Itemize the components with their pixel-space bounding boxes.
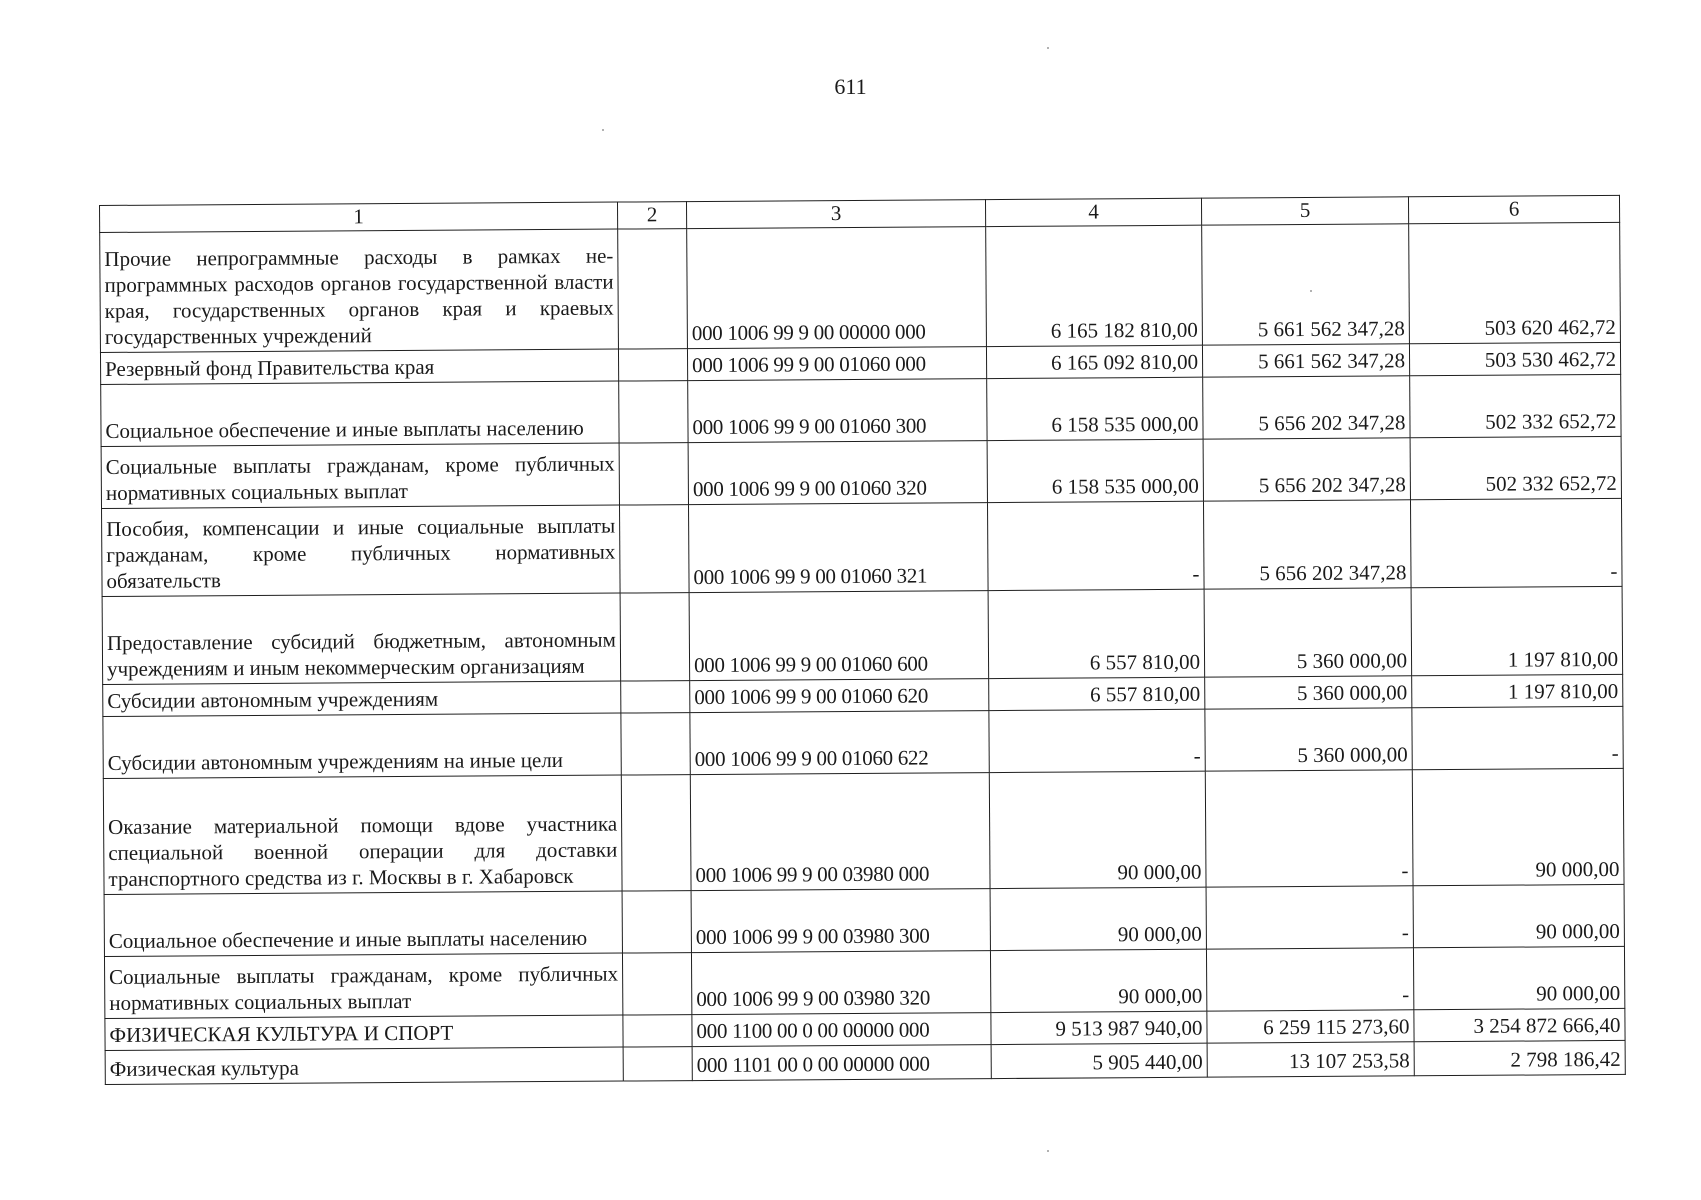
scan-speck	[602, 129, 604, 131]
budget-code: 000 1006 99 9 00 01060 000	[687, 347, 986, 381]
amount-col5: 5 656 202 347,28	[1203, 500, 1411, 589]
amount-col5: 6 259 115 273,60	[1207, 1010, 1414, 1043]
amount-col5: 5 656 202 347,28	[1203, 438, 1410, 501]
amount-col6: 1 197 810,00	[1412, 674, 1623, 707]
amount-col4: 6 557 810,00	[989, 677, 1205, 710]
amount-col4: 90 000,00	[990, 887, 1206, 950]
amount-col5: 5 360 000,00	[1205, 676, 1412, 709]
budget-code: 000 1006 99 9 00 00000 000	[687, 227, 987, 349]
expense-name: Прочие непрограммные расходы в рамках непрограммных расходов органов государственной власти края, государственных органов края и краевых государственных учреждений	[100, 229, 619, 352]
section-cell	[618, 349, 687, 381]
expense-name: Субсидии автономным учреждениям на иные цели	[103, 713, 621, 778]
amount-col5: 13 107 253,58	[1207, 1042, 1414, 1077]
budget-code: 000 1006 99 9 00 01060 600	[689, 591, 989, 681]
section-cell	[621, 775, 691, 891]
expense-name: Оказание материальной помощи вдове участника специальной военной операции для доставки транспортного средства из г. Москвы в г. Хабаровск	[103, 775, 622, 894]
budget-code: 000 1006 99 9 00 01060 321	[688, 503, 988, 593]
table-row	[101, 436, 1621, 508]
amount-col6: 3 254 872 666,40	[1414, 1008, 1625, 1041]
expense-name: Социальные выплаты гражданам, кроме публичных нормативных социальных выплат	[104, 953, 622, 1018]
amount-col6: 503 620 462,72	[1409, 222, 1621, 343]
budget-code: 000 1006 99 9 00 01060 622	[690, 711, 989, 775]
section-cell	[619, 381, 688, 443]
expense-name: Социальное обеспечение и иные выплаты населению	[104, 891, 622, 956]
expense-name: Предоставление субсидий бюджетным, автономным учреждениям и иным некоммерческим организациям	[102, 593, 621, 684]
column-header-6: 6	[1408, 195, 1619, 223]
expense-name: Пособия, компенсации и иные социальные выплаты гражданам, кроме публичных нормативных обязательств	[102, 505, 621, 596]
expense-name: Субсидии автономным учреждениям	[103, 681, 621, 716]
amount-col5: 5 360 000,00	[1204, 588, 1412, 677]
budget-code: 000 1006 99 9 00 01060 320	[688, 441, 987, 505]
amount-col4: 6 557 810,00	[988, 589, 1205, 678]
table-row	[104, 946, 1624, 1018]
expense-name: Физическая культура	[105, 1047, 623, 1084]
column-header-1: 1	[100, 202, 618, 232]
expense-name: Резервный фонд Правительства края	[100, 349, 618, 384]
column-header-2: 2	[617, 202, 686, 229]
amount-col5: 5 661 562 347,28	[1202, 344, 1409, 377]
section-cell	[622, 891, 691, 953]
budget-code: 000 1006 99 9 00 03980 320	[691, 951, 990, 1015]
budget-code: 000 1100 00 0 00 00000 000	[692, 1013, 991, 1047]
amount-col4: 5 905 440,00	[991, 1043, 1207, 1078]
amount-col6: -	[1412, 706, 1623, 769]
page-number: 611	[834, 74, 867, 99]
amount-col6: 90 000,00	[1413, 946, 1624, 1009]
expense-name: ФИЗИЧЕСКАЯ КУЛЬТУРА И СПОРТ	[105, 1015, 623, 1050]
section-cell	[622, 953, 691, 1015]
amount-col6: -	[1410, 498, 1622, 587]
column-header-4: 4	[985, 198, 1201, 226]
budget-code: 000 1006 99 9 00 01060 300	[688, 379, 987, 443]
section-cell	[620, 593, 690, 681]
table-row	[104, 884, 1624, 956]
amount-col6: 1 197 810,00	[1411, 586, 1623, 675]
section-cell	[623, 1015, 692, 1047]
amount-col5: -	[1206, 948, 1413, 1011]
section-cell	[623, 1047, 692, 1081]
amount-col6: 90 000,00	[1412, 768, 1624, 885]
amount-col4: 6 158 535 000,00	[987, 439, 1203, 502]
amount-col5: 5 656 202 347,28	[1203, 376, 1410, 439]
budget-code: 000 1006 99 9 00 03980 000	[690, 773, 990, 891]
amount-col5: 5 661 562 347,28	[1202, 224, 1410, 345]
table-row	[102, 586, 1623, 684]
amount-col6: 2 798 186,42	[1414, 1040, 1625, 1075]
column-header-3: 3	[686, 200, 985, 229]
table-row	[100, 222, 1621, 352]
budget-code: 000 1101 00 0 00 00000 000	[692, 1045, 991, 1081]
budget-table	[99, 195, 1626, 1085]
amount-col6: 502 332 652,72	[1410, 436, 1621, 499]
section-cell	[619, 443, 688, 505]
expense-name: Социальное обеспечение и иные выплаты населению	[101, 381, 619, 446]
amount-col4: 9 513 987 940,00	[991, 1011, 1207, 1044]
amount-col4: 6 158 535 000,00	[987, 377, 1203, 440]
amount-col6: 503 530 462,72	[1409, 342, 1620, 375]
scan-speck	[1047, 47, 1049, 49]
budget-code: 000 1006 99 9 00 01060 620	[690, 679, 989, 713]
amount-col5: -	[1205, 770, 1413, 887]
amount-col5: 5 360 000,00	[1205, 708, 1412, 771]
table-row	[102, 498, 1623, 596]
amount-col5: -	[1206, 886, 1413, 949]
amount-col4: -	[987, 501, 1204, 590]
section-cell	[620, 505, 690, 593]
amount-col4: 90 000,00	[990, 949, 1206, 1012]
section-cell	[621, 681, 690, 713]
scan-speck	[1047, 1150, 1049, 1152]
section-cell	[621, 713, 690, 775]
amount-col6: 90 000,00	[1413, 884, 1624, 947]
amount-col4: 6 165 092 810,00	[986, 345, 1202, 378]
table-row	[103, 768, 1624, 894]
amount-col4: 90 000,00	[989, 771, 1206, 888]
budget-code: 000 1006 99 9 00 03980 300	[691, 889, 990, 953]
expense-name: Социальные выплаты гражданам, кроме публичных нормативных социальных выплат	[101, 443, 619, 508]
amount-col6: 502 332 652,72	[1410, 374, 1621, 437]
amount-col4: -	[989, 709, 1205, 772]
table-row	[101, 374, 1621, 446]
section-cell	[618, 229, 688, 349]
amount-col4: 6 165 182 810,00	[986, 225, 1203, 346]
column-header-5: 5	[1201, 197, 1408, 225]
table-row	[103, 706, 1623, 778]
